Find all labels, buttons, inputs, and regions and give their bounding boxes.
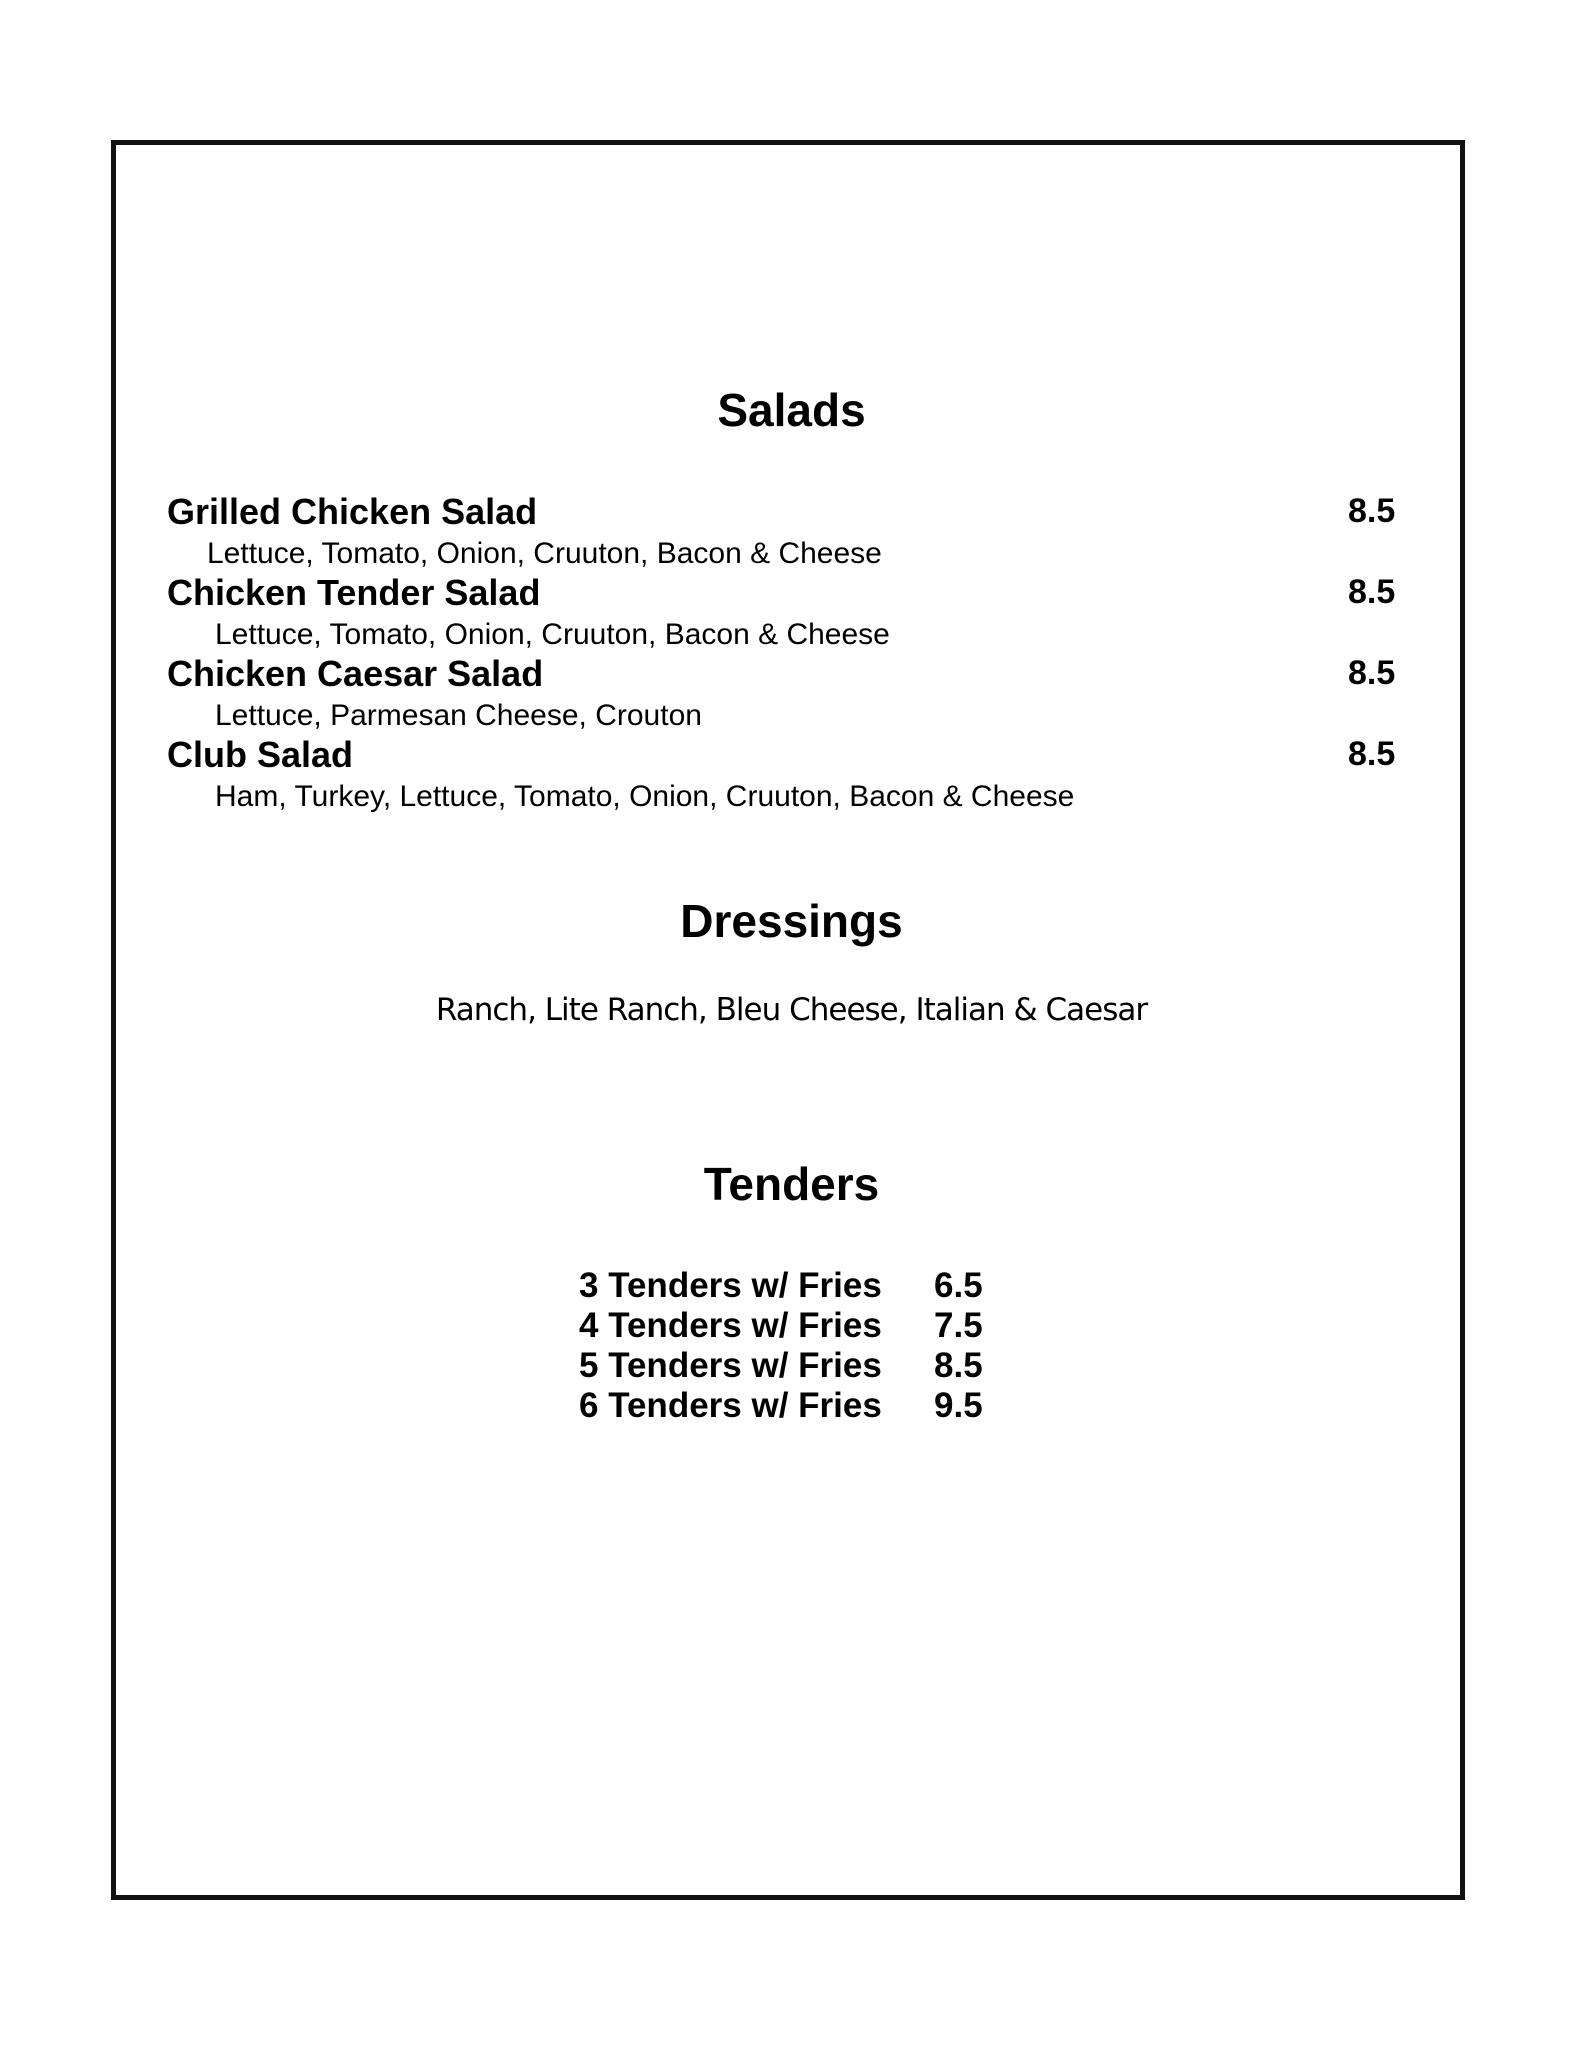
salad-item-price: 8.5	[1348, 573, 1396, 611]
tender-price: 9.5	[934, 1386, 983, 1425]
salad-item-description: Ham, Turkey, Lettuce, Tomato, Onion, Cruuton, Bacon & Cheese	[215, 780, 1075, 813]
tender-label: 3 Tenders w/ Fries	[579, 1266, 882, 1305]
dressings-list: Ranch, Lite Ranch, Bleu Cheese, Italian & Caesar	[435, 992, 1148, 1028]
salad-item-name: Chicken Tender Salad	[167, 572, 541, 613]
tender-row	[579, 1268, 983, 1303]
salad-item-description: Lettuce, Parmesan Cheese, Crouton	[215, 699, 702, 732]
tender-row	[579, 1348, 983, 1383]
dressings-heading: Dressings	[680, 895, 903, 947]
salad-item-price: 8.5	[1348, 735, 1396, 773]
salad-item-name: Club Salad	[167, 734, 354, 775]
salads-heading: Salads	[717, 384, 866, 436]
salad-item-price: 8.5	[1348, 654, 1396, 692]
tenders-heading: Tenders	[703, 1158, 880, 1210]
salad-item-description: Lettuce, Tomato, Onion, Cruuton, Bacon & Cheese	[215, 618, 890, 651]
tender-label: 6 Tenders w/ Fries	[579, 1386, 882, 1425]
salad-item-description: Lettuce, Tomato, Onion, Cruuton, Bacon & Cheese	[207, 537, 882, 570]
tender-price: 6.5	[934, 1266, 983, 1305]
tender-price: 8.5	[934, 1346, 983, 1385]
tender-row	[579, 1388, 983, 1423]
salad-item-name: Grilled Chicken Salad	[167, 491, 538, 532]
tender-label: 5 Tenders w/ Fries	[579, 1346, 882, 1385]
tender-price: 7.5	[934, 1306, 983, 1345]
tender-label: 4 Tenders w/ Fries	[579, 1306, 882, 1345]
salad-item-name: Chicken Caesar Salad	[167, 653, 544, 694]
salad-item-price: 8.5	[1348, 492, 1396, 530]
tender-row	[579, 1308, 983, 1343]
